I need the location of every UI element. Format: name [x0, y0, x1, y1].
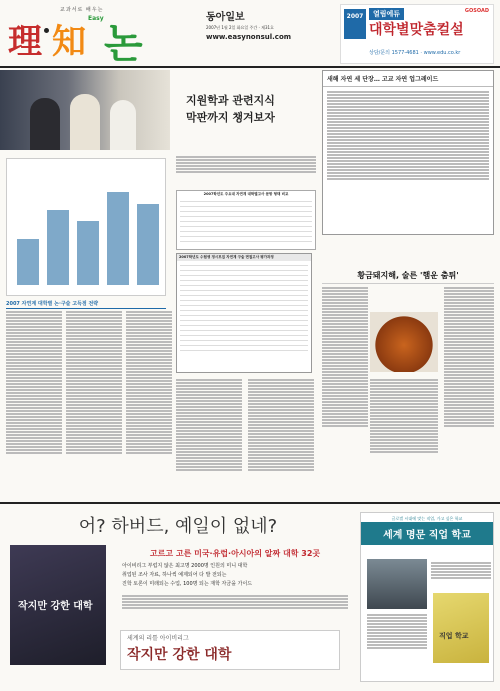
- publisher: 동아일보: [206, 12, 245, 23]
- headline-line-1: 지원학과 관련지식: [186, 94, 275, 107]
- photo-person: [30, 98, 60, 150]
- book-banner-title: 작지만 강한 대학: [127, 647, 232, 663]
- bullet-item: 아이비리그 부럽지 않은 최고명 2000명 인원의 미니 대학: [122, 563, 248, 569]
- school-book-title: 직업 학교: [439, 632, 469, 640]
- ad-contact: 상담/문의 1577-4681 · www.edu.co.kr: [369, 50, 461, 56]
- school-ad-title: 세계 명문 직업 학교: [361, 522, 493, 545]
- article-column: [370, 378, 438, 454]
- book-banner[interactable]: [120, 630, 340, 670]
- graphic-bars: [17, 169, 159, 285]
- article-column: [444, 286, 494, 428]
- article-column: [176, 378, 242, 472]
- logo-char-3: 논: [104, 21, 143, 67]
- school-ad-text: [431, 561, 491, 580]
- ad-headline: 어? 하버드, 예일이 없네?: [78, 516, 278, 537]
- logo-char-2: 知: [52, 22, 86, 62]
- publication-info: [206, 8, 314, 41]
- ad-body: [122, 594, 348, 610]
- logo-easy: Easy: [88, 15, 104, 22]
- logo-char-1: 理: [8, 22, 42, 62]
- ad-subhead: 고르고 고른 미국·유럽·아시아의 알짜 대학 32곳: [149, 549, 321, 558]
- book-title: 작지만 강한 대학: [18, 601, 93, 612]
- article-column: [322, 286, 368, 428]
- school-ad-text: [367, 613, 427, 650]
- ad-label: 열림에듀: [369, 8, 404, 20]
- article-column: [126, 310, 172, 455]
- section-title: 황금돼지해, 술른 '햄운 춤튀': [322, 270, 494, 284]
- bullet-item: 취업된 조사 자료, 하나씩 예제되어 다 발 전되는: [122, 572, 227, 578]
- issue-date: 2007년 1월 2일 화요일 주간 · 제31호: [206, 25, 274, 30]
- side-box: [322, 70, 494, 235]
- masthead: [0, 0, 500, 68]
- article-column: [248, 378, 314, 472]
- table-title: 2007학년도 주요대 자연계 대학별고사 문항 형태 비교: [203, 192, 289, 196]
- article-column: [66, 310, 122, 455]
- site-url[interactable]: www.easynonsul.com: [206, 33, 292, 41]
- school-ad-photo: [367, 559, 427, 609]
- book-cover[interactable]: [10, 545, 106, 665]
- comparison-table: [176, 190, 316, 250]
- book-banner-label: 세계의 리틀 아이비리그: [127, 635, 189, 642]
- bullet-item: 진학 토론이 미래되는 수업, 100명 되는 재학 자금을 가이드: [122, 581, 253, 587]
- feature-photo: [0, 70, 170, 150]
- logo: [8, 6, 178, 67]
- ad-main-text: 대학별맞춤컬설: [369, 22, 464, 38]
- pig-photo: [370, 312, 438, 372]
- strategy-caption: 2007 자연계 대학별 논·구술 고득점 전략: [6, 300, 166, 309]
- lead-paragraph: [176, 155, 316, 174]
- photo-person: [110, 100, 136, 150]
- photo-person: [70, 94, 100, 150]
- tagline: 교과서로 배우는: [60, 7, 104, 13]
- school-book-cover: [433, 593, 489, 663]
- header-ad[interactable]: [340, 4, 494, 64]
- school-ad-tagline: 글로벌 시대에 맞는 직업, 가고 싶은 학교: [391, 516, 463, 521]
- logo-dot: [44, 28, 49, 33]
- ad-brand: GOSOAD: [464, 8, 489, 14]
- table-title: 2007학년도 수험생 정시모집 자연계 구술 면접고사 평가과정: [177, 254, 311, 261]
- ad-year-badge: 2007: [344, 9, 366, 39]
- article-column: [6, 310, 62, 455]
- headline-line-2: 막판까지 챙겨보자: [186, 111, 275, 124]
- side-box-title: 새해 자연 세 단장… 고교 자연 업그레이드: [323, 71, 493, 87]
- feature-graphic: [6, 158, 166, 296]
- feature-headline: [186, 92, 316, 126]
- evaluation-table: [176, 253, 312, 373]
- bullet-list: [122, 562, 352, 589]
- school-ad[interactable]: [360, 512, 494, 682]
